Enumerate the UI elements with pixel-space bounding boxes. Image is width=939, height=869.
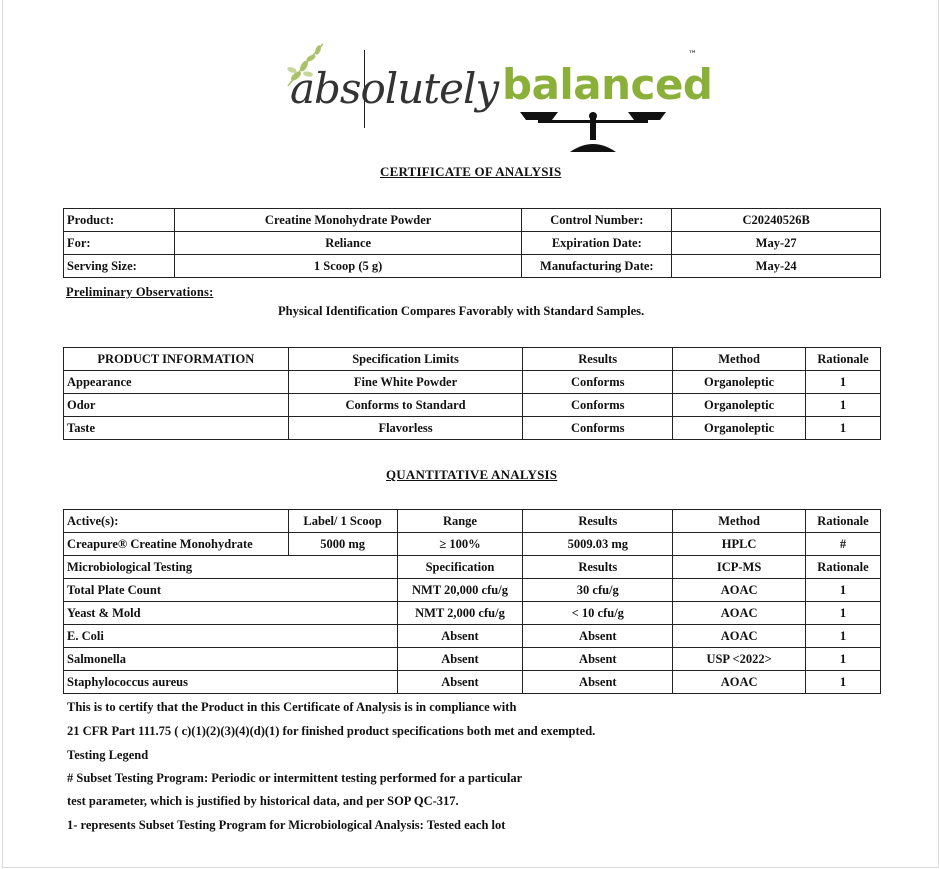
table-row — [64, 417, 881, 440]
table-cell: Conforms — [523, 371, 673, 394]
brand-logo — [278, 36, 713, 156]
column-header: Range — [397, 510, 523, 533]
manufacturing-date-label: Manufacturing Date: — [522, 255, 672, 278]
table-cell: 1 — [806, 602, 881, 625]
expiration-date-label: Expiration Date: — [522, 232, 672, 255]
manufacturing-date-value: May-24 — [672, 255, 881, 278]
column-header: Rationale — [806, 348, 881, 371]
column-header: Microbiological Testing — [64, 556, 398, 579]
serving-size-value: 1 Scoop (5 g) — [174, 255, 521, 278]
table-row — [64, 579, 881, 602]
table-cell: Absent — [523, 648, 673, 671]
table-cell: 1 — [806, 625, 881, 648]
expiration-date-value: May-27 — [672, 232, 881, 255]
logo-script-text: absolutely — [290, 64, 499, 113]
table-cell: Absent — [397, 625, 523, 648]
column-header: Results — [523, 348, 673, 371]
control-number-label: Control Number: — [522, 209, 672, 232]
for-label: For: — [64, 232, 175, 255]
table-cell: 1 — [806, 579, 881, 602]
product-value: Creatine Monohydrate Powder — [174, 209, 521, 232]
table-cell: Appearance — [64, 371, 289, 394]
table-cell: AOAC — [673, 579, 806, 602]
table-cell: 5009.03 mg — [523, 533, 673, 556]
table-cell: Odor — [64, 394, 289, 417]
table-cell: # — [806, 533, 881, 556]
table-row — [64, 394, 881, 417]
certificate-title: CERTIFICATE OF ANALYSIS — [380, 164, 562, 179]
table-cell: Absent — [397, 648, 523, 671]
trademark-symbol: ™ — [688, 50, 697, 60]
for-value: Reliance — [174, 232, 521, 255]
table-cell: NMT 2,000 cfu/g — [397, 602, 523, 625]
preliminary-observations-text: Physical Identification Compares Favorably with Standard Samples. — [278, 304, 645, 318]
table-cell: 1 — [806, 648, 881, 671]
column-header: Label/ 1 Scoop — [288, 510, 397, 533]
table-row — [64, 648, 881, 671]
table-cell: Taste — [64, 417, 289, 440]
microbiological-legend-note: 1- represents Subset Testing Program for Microbiological Analysis: Tested each lot — [67, 818, 506, 832]
product-info-table — [63, 208, 881, 278]
table-row — [64, 671, 881, 694]
quantitative-analysis-table — [63, 509, 881, 694]
preliminary-observations-label: Preliminary Observations: — [66, 285, 214, 299]
table-cell: Organoleptic — [673, 394, 806, 417]
logo-brand-text: balanced — [502, 60, 713, 109]
table-row — [64, 232, 881, 255]
column-header: Rationale — [806, 510, 881, 533]
table-header-row — [64, 510, 881, 533]
control-number-value: C20240526B — [672, 209, 881, 232]
table-cell: 1 — [806, 417, 881, 440]
subset-testing-note: # Subset Testing Program: Periodic or intermittent testing performed for a particular — [67, 771, 523, 785]
table-row — [64, 371, 881, 394]
table-cell: Creapure® Creatine Monohydrate — [64, 533, 289, 556]
table-cell: Absent — [523, 671, 673, 694]
table-cell: Organoleptic — [673, 417, 806, 440]
table-cell: Absent — [397, 671, 523, 694]
column-header: Active(s): — [64, 510, 289, 533]
table-cell: Conforms — [523, 394, 673, 417]
column-header: PRODUCT INFORMATION — [64, 348, 289, 371]
column-header: Results — [523, 556, 673, 579]
table-cell: Conforms — [523, 417, 673, 440]
table-cell: 30 cfu/g — [523, 579, 673, 602]
table-cell: NMT 20,000 cfu/g — [397, 579, 523, 602]
table-header-row — [64, 556, 881, 579]
table-cell: Flavorless — [288, 417, 523, 440]
column-header: ICP-MS — [673, 556, 806, 579]
table-cell: Staphylococcus aureus — [64, 671, 398, 694]
table-cell: 5000 mg — [288, 533, 397, 556]
table-cell: Fine White Powder — [288, 371, 523, 394]
table-row — [64, 625, 881, 648]
table-cell: Salmonella — [64, 648, 398, 671]
column-header: Results — [523, 510, 673, 533]
table-cell: USP <2022> — [673, 648, 806, 671]
table-header-row — [64, 348, 881, 371]
table-cell: < 10 cfu/g — [523, 602, 673, 625]
table-cell: Absent — [523, 625, 673, 648]
table-row — [64, 602, 881, 625]
product-label: Product: — [64, 209, 175, 232]
balance-scale-icon — [518, 108, 668, 154]
column-header: Method — [673, 510, 806, 533]
table-cell: 1 — [806, 371, 881, 394]
quantitative-analysis-title: QUANTITATIVE ANALYSIS — [386, 467, 558, 482]
subset-testing-note-continued: test parameter, which is justified by historical data, and per SOP QC-317. — [67, 794, 459, 808]
table-cell: AOAC — [673, 602, 806, 625]
column-header: Method — [673, 348, 806, 371]
column-header: Specification — [397, 556, 523, 579]
table-cell: Organoleptic — [673, 371, 806, 394]
certification-statement: This is to certify that the Product in this Certificate of Analysis is in compliance with — [67, 700, 517, 714]
column-header: Specification Limits — [288, 348, 523, 371]
column-header: Rationale — [806, 556, 881, 579]
table-cell: Yeast & Mold — [64, 602, 398, 625]
table-row — [64, 209, 881, 232]
table-cell: 1 — [806, 671, 881, 694]
table-row — [64, 255, 881, 278]
table-cell: 1 — [806, 394, 881, 417]
table-cell: Total Plate Count — [64, 579, 398, 602]
table-cell: HPLC — [673, 533, 806, 556]
testing-legend-title: Testing Legend — [67, 748, 149, 762]
table-cell: AOAC — [673, 671, 806, 694]
serving-size-label: Serving Size: — [64, 255, 175, 278]
cfr-statement: 21 CFR Part 111.75 ( c)(1)(2)(3)(4)(d)(1) for finished product specifications both met and exempted. — [67, 724, 596, 738]
table-cell: Conforms to Standard — [288, 394, 523, 417]
table-cell: AOAC — [673, 625, 806, 648]
table-cell: ≥ 100% — [397, 533, 523, 556]
table-row — [64, 533, 881, 556]
table-cell: E. Coli — [64, 625, 398, 648]
product-information-table — [63, 347, 881, 440]
